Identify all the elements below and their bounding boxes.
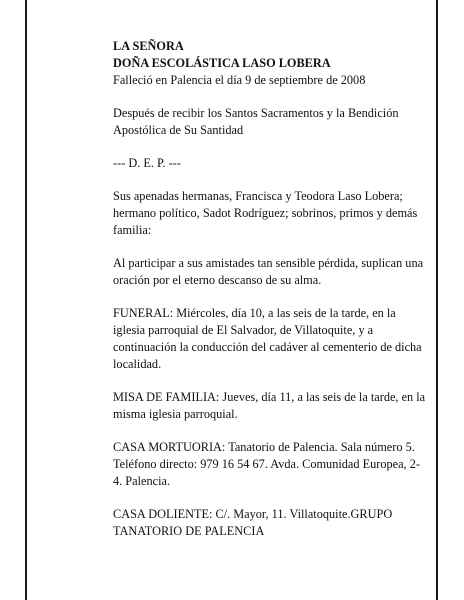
prayer-request: Al participar a sus amistades tan sensible pérdida, suplican una oración por el eterno descanso de su alma.: [113, 256, 424, 287]
mourning-house-info: CASA DOLIENTE: C/. Mayor, 11. Villatoquite.GRUPO TANATORIO DE PALENCIA: [113, 507, 393, 538]
deceased-name: DOÑA ESCOLÁSTICA LASO LOBERA: [113, 56, 331, 70]
rip-line: --- D. E. P. ---: [113, 156, 181, 170]
heading-title: LA SEÑORA: [113, 39, 184, 53]
obituary-notice: [113, 38, 428, 540]
mortuary-info: CASA MORTUORIA: Tanatorio de Palencia. Sala número 5. Teléfono directo: 979 16 54 67. Avda. Comunidad Europea, 2-4. Palencia.: [113, 440, 420, 488]
family-mass-info: MISA DE FAMILIA: Jueves, día 11, a las seis de la tarde, en la misma iglesia parroquial.: [113, 390, 426, 421]
sacraments-text: Después de recibir los Santos Sacramentos y la Bendición Apostólica de Su Santidad: [113, 106, 399, 137]
funeral-info: FUNERAL: Miércoles, día 10, a las seis de la tarde, en la iglesia parroquial de El Salvador, de Villatoquite, y a continuación la conducción del cadáver al cementerio de dicha localidad.: [113, 306, 422, 371]
death-notice: Falleció en Palencia el día 9 de septiembre de 2008: [113, 73, 366, 87]
family-text: Sus apenadas hermanas, Francisca y Teodora Laso Lobera; hermano político, Sadot Rodríguez; sobrinos, primos y demás familia:: [113, 189, 418, 237]
